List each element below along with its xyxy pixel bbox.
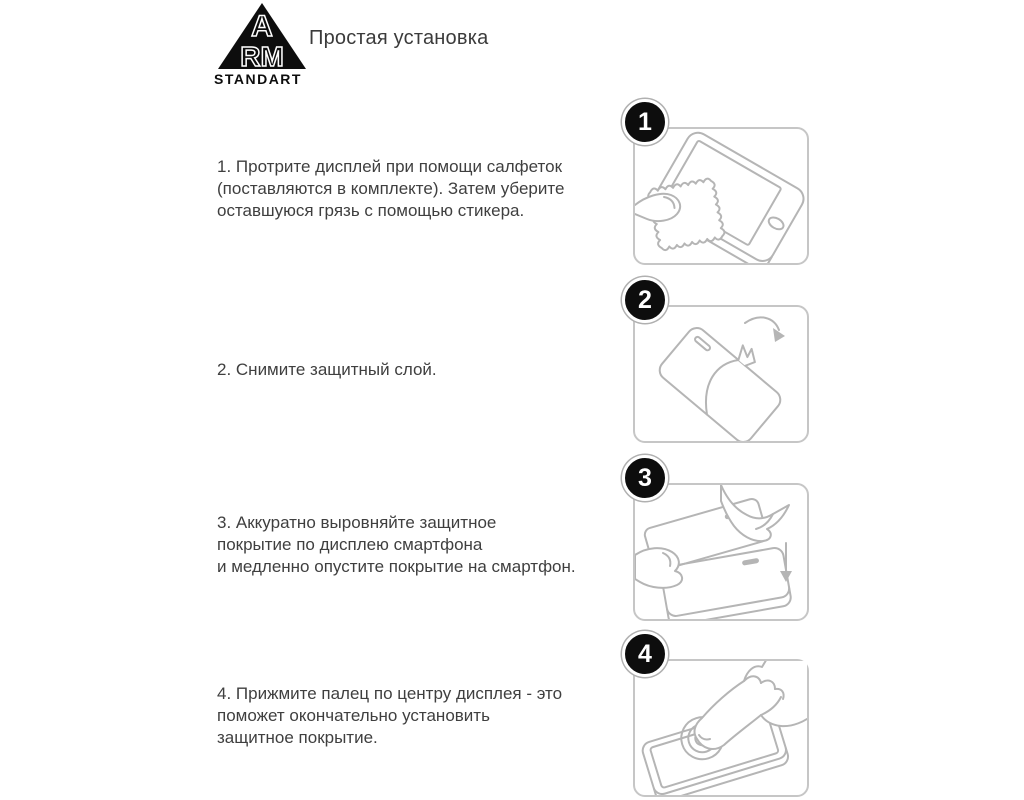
step-text-line: 2. Снимите защитный слой. <box>217 360 437 379</box>
peel-layer-illustration <box>635 307 807 441</box>
step-4-text <box>217 683 637 749</box>
left-hand-outline <box>635 548 682 588</box>
step-2-text <box>217 359 637 381</box>
pressing-hand-outline <box>695 661 807 749</box>
align-protector-illustration <box>635 485 807 619</box>
step-3-number-badge: 3 <box>622 455 668 501</box>
step-1-number-badge: 1 <box>622 99 668 145</box>
step-text-line: и медленно опустите покрытие на смартфон. <box>217 557 576 576</box>
speaker-slot-icon <box>742 558 760 566</box>
step-text-line: (поставляются в комплекте). Затем уберите <box>217 179 565 198</box>
thumb-outline <box>635 194 680 221</box>
step-3-text <box>217 512 637 578</box>
step-text-line: защитное покрытие. <box>217 728 378 747</box>
step-text-line: покрытие по дисплею смартфона <box>217 535 483 554</box>
step-1-text <box>217 156 637 222</box>
step-text-line: 1. Протрите дисплей при помощи салфеток <box>217 157 563 176</box>
speaker-slot-icon <box>694 336 711 351</box>
step-2-illustration-card <box>633 305 809 443</box>
armorstandart-logo <box>210 2 310 88</box>
step-2-number-badge: 2 <box>622 277 668 323</box>
step-1-illustration-card <box>633 127 809 265</box>
film-corner-tab <box>734 343 760 369</box>
film-curl-edge <box>691 354 747 415</box>
step-4-number-badge: 4 <box>622 631 668 677</box>
step-text-line: оставшуюся грязь с помощью стикера. <box>217 201 525 220</box>
step-4-illustration-card <box>633 659 809 797</box>
step-text-line: 3. Аккуратно выровняйте защитное <box>217 513 497 532</box>
logo-letter-a: A <box>251 10 273 43</box>
curved-arrow-icon <box>745 317 779 330</box>
logo-letters-rm: RM <box>240 41 284 72</box>
wipe-display-illustration <box>635 129 807 263</box>
step-3-illustration-card <box>633 483 809 621</box>
home-button-icon <box>767 215 786 232</box>
page-title: Простая установка <box>309 27 489 49</box>
logo-standart-text: STANDART <box>214 71 302 87</box>
press-center-illustration <box>635 661 807 795</box>
step-text-line: поможет окончательно установить <box>217 706 490 725</box>
right-hand-outline <box>721 485 789 541</box>
step-text-line: 4. Прижмите палец по центру дисплея - это <box>217 684 563 703</box>
